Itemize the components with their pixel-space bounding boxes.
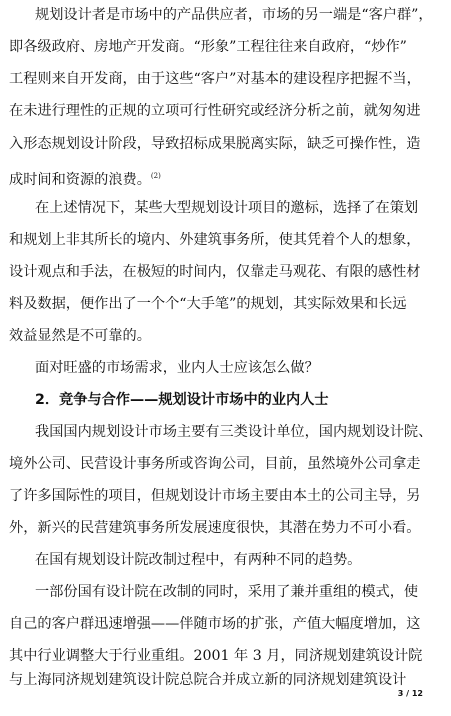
text-line-18: 在国有规划设计院改制过程中，有两种不同的趋势。 [35,552,362,568]
footnote-ref: (2) [150,172,161,180]
section-heading: 2．竞争与合作——规划设计市场中的业内人士 [35,392,329,408]
text-line-19: 一部份国有设计院在改制的同时，采用了兼并重组的模式，使 [35,584,419,600]
text-line-14: 我国国内规划设计市场主要有三类设计单位，国内规划设计院、 [35,424,433,440]
text-line-1: 规划设计者是市场中的产品供应者，市场的另一端是“客户群”， [35,7,433,23]
text-line-2: 即各级政府、房地产开发商。“形象”工程往往来自政府，“炒作” [9,39,407,55]
text-line-16: 了许多国际性的项目，但规划设计市场主要由本土的公司主导，另 [9,488,421,504]
text-line-21: 其中行业调整大于行业重组。2001 年 3 月，同济规划建筑设计院 [9,648,423,664]
page-number: 3 / 12 [397,689,423,698]
text-line-8: 和规划上非其所长的境内、外建筑事务所，使其凭着个人的想象， [9,232,421,248]
text-line-9: 设计观点和手法，在极短的时间内，仅靠走马观花、有限的感性材 [9,264,421,280]
text-line-3: 工程则来自开发商，由于这些“客户”对基本的建设程序把握不当， [9,71,421,87]
text-line-11: 效益显然是不可靠的。 [9,328,151,344]
text-line-7: 在上述情况下，某些大型规划设计项目的邀标，选择了在策划 [35,200,419,216]
text-line-15: 境外公司、民营设计事务所或咨询公司，目前，虽然境外公司拿走 [9,456,421,472]
text-line-20: 自己的客户群迅速增强——伴随市场的扩张，产值大幅度增加，这 [9,616,421,632]
text-line-6-body: 成时间和资源的浪费。 [9,172,151,188]
text-line-12: 面对旺盛的市场需求，业内人士应该怎么做？ [35,360,319,376]
text-line-10: 料及数据，便作出了一个个“大手笔”的规划，其实际效果和长远 [9,296,407,312]
text-line-4: 在未进行理性的正规的立项可行性研究或经济分析之前，就匆匆进 [9,103,421,119]
text-line-17: 外，新兴的民营建筑事务所发展速度很快，其潜在势力不可小看。 [9,520,421,536]
text-line-5: 入形态规划设计阶段，导致招标成果脱离实际，缺乏可操作性，造 [9,136,421,152]
text-line-6 [0,161,451,191]
text-line-22: 与上海同济规划建筑设计院总院合并成立新的同济规划建筑设计 [9,672,407,688]
